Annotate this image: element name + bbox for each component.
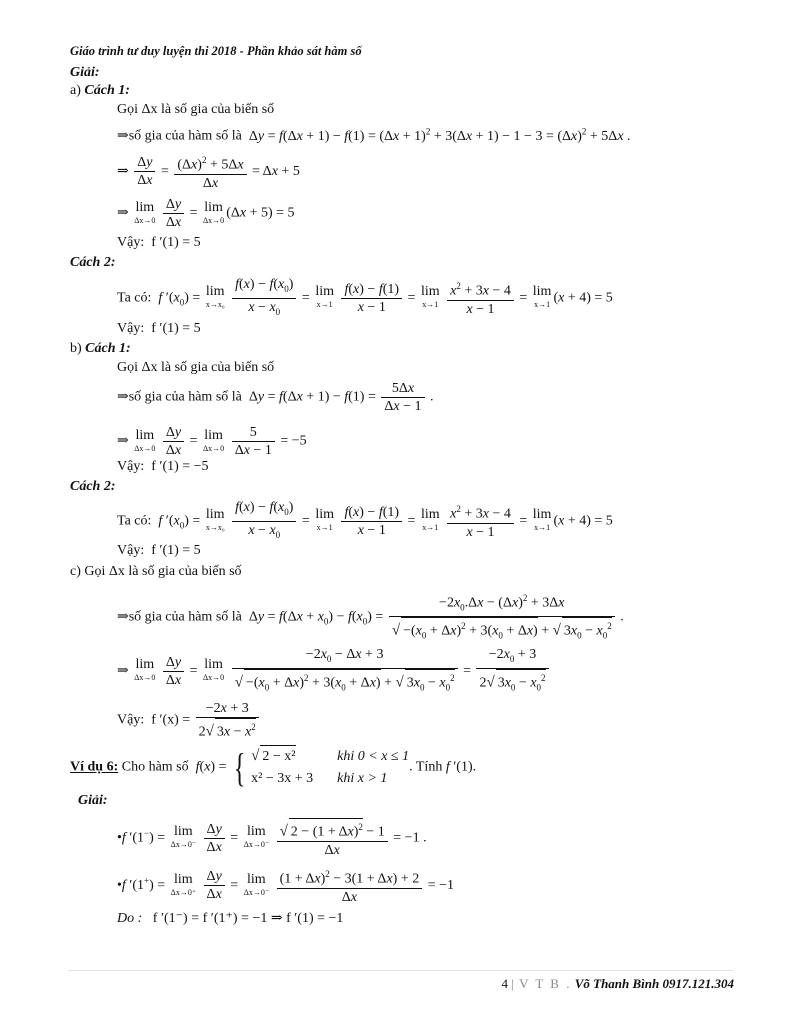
- b-increment-intro: Gọi Δx là số gia của biến số: [117, 360, 275, 375]
- part-a-label: a): [70, 83, 81, 98]
- part-b-heading: b) Cách 1:: [70, 341, 131, 356]
- a-increment-function: ⇒số gia của hàm số là $\Delta y = f(\Delta x + 1) - f(1) = (\Delta x + 1)^2 + 3(\Delta x + 1) - 1 - 3 = (\Delta x)^2 + 5\Delta x$ .: [117, 126, 631, 144]
- a-method-2-conclusion: Vậy: f ′(1) = 5: [117, 321, 201, 336]
- right-derivative-line: •f ′(1+) = lim Δx→0⁺ $\frac{\Delta y}{\Delta x}$ = lim Δx→0⁻ $\frac{(1 + \Delta x)^2 - 3(1 + \Delta x) + 2}{\Delta x}$ = −1: [117, 866, 454, 906]
- example-6-conclusion: Do : f ′(1⁻) = f ′(1⁺) = −1 ⇒ f ′(1) = −1: [117, 911, 344, 926]
- a-method-2-label: Cách 2:: [70, 255, 116, 270]
- footer-separator: |: [511, 976, 516, 991]
- b-method-2-label: Cách 2:: [70, 479, 116, 494]
- a-conclusion: Vậy: f ′(1) = 5: [117, 235, 201, 250]
- b-method-2-equation: Ta có: f $'(x_0)$ = lim x→x₀ $\frac{f(x) - f(x_0)}{x - x_0}$ = lim x→1 $\frac{f(x) - f(1)}{x - 1}$ = lim x→1 $\frac{x^2 + 3x - 4}{x - 1}$ = lim x→1 (x + 4) = 5: [117, 500, 613, 541]
- b-increment-function: ⇒số gia của hàm số là Δy = f(Δx + 1) − f(1) = $\frac{5\Delta x}{\Delta x - 1}$ .: [117, 381, 434, 414]
- footer-author: Võ Thanh Bình 0917.121.304: [574, 976, 734, 991]
- b-method-2-conclusion: Vậy: f ′(1) = 5: [117, 543, 201, 558]
- method-1-label: Cách 1:: [84, 83, 130, 98]
- page-footer: [502, 976, 734, 992]
- c-increment-function: ⇒số gia của hàm số là $\Delta y = f(\Delta x + x_0) - f(x_0)$ = $\frac{-2x_0.\Delta x - (\Delta x)^2 + 3\Delta x}{√ -(x_0 + \Delta x)^2 + 3(x_0 + \Delta x) + √ 3x_0 - x_0^2}$ .: [117, 590, 624, 645]
- c-conclusion: Vậy: f ′(x) = $\frac{-2x + 3}{2√ 3x - x^2}$: [117, 700, 261, 741]
- example-6-result: f ′(1⁻) = f ′(1⁺) = −1 ⇒ f ′(1) = −1: [152, 911, 344, 926]
- left-derivative-line: •f ′(1−) = lim Δx→0⁻ $\frac{\Delta y}{\Delta x}$ = lim Δx→0⁻ $\frac{√ 2 - (1 + \Delta x)^2 - 1}{\Delta x}$ = −1 .: [117, 818, 427, 859]
- a-ratio-equation: ⇒ $\frac{\Delta y}{\Delta x}$ = $\frac{(\Delta x)^2 + 5\Delta x}{\Delta x}$ = Δx + 5: [117, 152, 300, 192]
- b-result: f ′(1) = −5: [151, 459, 209, 474]
- solution-heading: Giải:: [70, 65, 100, 80]
- footer-divider: [68, 970, 733, 971]
- a-limit-equation: ⇒ lim Δx→0 $\frac{\Delta y}{\Delta x}$ = lim Δx→0 (Δx + 5) = 5: [117, 197, 295, 230]
- c-result: f ′(x) =: [151, 712, 191, 728]
- c-limit-equation: ⇒ lim Δx→0 $\frac{\Delta y}{\Delta x}$ = lim Δx→0 $\frac{-2x_0 - \Delta x + 3}{√ -(x_0 + \Delta x)^2 + 3(x_0 + \Delta x) + √ 3x_0 - x_0^2}$ = $\frac{-2x_0 + 3}{2√ 3x_0 - x_0^2}$: [117, 646, 551, 696]
- a-method-2-equation: Ta có: f $'(x_0)$ = lim x→x₀ $\frac{f(x) - f(x_0)}{x - x_0}$ = lim x→1 $\frac{f(x) - f(1)}{x - 1}$ = lim x→1 $\frac{x^2 + 3x - 4}{x - 1}$ = lim x→1 (x + 4) = 5: [117, 277, 613, 318]
- page-number: 4: [501, 976, 509, 991]
- b-conclusion: Vậy: f ′(1) = −5: [117, 459, 209, 474]
- part-a-heading: [70, 82, 130, 100]
- example-6-statement: Ví dụ 6: Cho hàm số f(x) = { √ 2 − x² khi 0 < x ≤ 1 x² − 3x + 3 khi x > 1. Tính f ′(1).: [70, 744, 477, 790]
- example-6-solution-heading: Giải:: [78, 793, 108, 808]
- example-6-label: Ví dụ 6:: [70, 759, 119, 775]
- a-so-gia-text: số gia của hàm số là: [128, 128, 242, 144]
- piecewise-function: √ 2 − x² khi 0 < x ≤ 1 x² − 3x + 3 khi x > 1: [251, 745, 409, 790]
- part-c-heading: c) Gọi Δx là số gia của biến số: [70, 564, 242, 579]
- running-header: Giáo trình tư duy luyện thi 2018 - Phần khảo sát hàm số: [70, 44, 362, 58]
- a-increment-intro: Gọi Δx là số gia của biến số: [117, 102, 275, 117]
- footer-org: V T B .: [519, 976, 572, 991]
- a-result: f ′(1) = 5: [151, 235, 201, 250]
- b-limit-equation: ⇒ lim Δx→0 $\frac{\Delta y}{\Delta x}$ = lim Δx→0 $\frac{5}{\Delta x - 1}$ = −5: [117, 425, 307, 458]
